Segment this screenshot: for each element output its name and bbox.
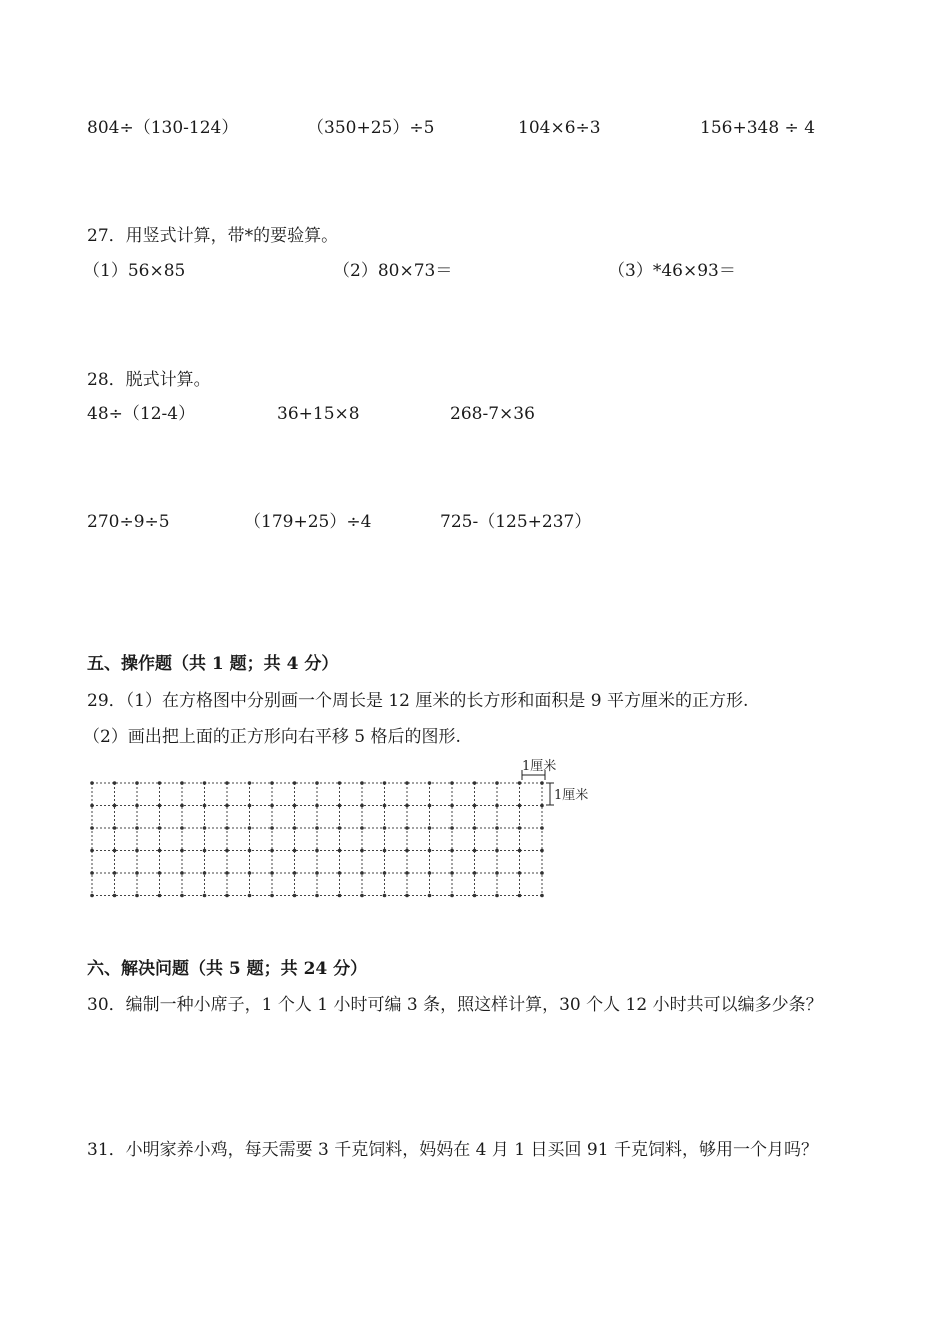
grid-dot [248, 849, 252, 853]
grid-dot [135, 894, 139, 898]
section-heading: 六、解决问题（共 5 题；共 24 分） [87, 959, 368, 979]
grid-dot [158, 781, 162, 785]
grid-dot [383, 804, 387, 808]
grid-dot [495, 781, 499, 785]
grid-dot [293, 781, 297, 785]
q28-expression: 36+15×8 [277, 404, 360, 424]
dotted-grid-figure [88, 756, 608, 902]
grid-dot [518, 894, 522, 898]
grid-dot [338, 781, 342, 785]
grid-dot [180, 804, 184, 808]
grid-dot [203, 804, 207, 808]
grid-dot [225, 804, 229, 808]
grid-dot [428, 849, 432, 853]
grid-dot [293, 849, 297, 853]
grid-dot [270, 804, 274, 808]
q28-expression: （179+25）÷4 [244, 512, 372, 532]
grid-dot [428, 894, 432, 898]
grid-dot [315, 826, 319, 830]
grid-dot [158, 894, 162, 898]
grid-dot [180, 849, 184, 853]
q28-expression: 48÷（12-4） [87, 404, 196, 424]
unit-height-indicator [546, 783, 588, 805]
grid-dot [495, 804, 499, 808]
grid-dot [315, 871, 319, 875]
grid-dot [428, 871, 432, 875]
grid-dot [225, 894, 229, 898]
grid-dot [293, 804, 297, 808]
grid-dot [428, 804, 432, 808]
q27-item: （2）80×73＝ [333, 261, 453, 281]
grid-dot [405, 781, 409, 785]
unit-width-indicator [522, 758, 556, 780]
grid-dot [360, 804, 364, 808]
grid-dot [383, 781, 387, 785]
grid-dot [270, 871, 274, 875]
grid-dot [450, 849, 454, 853]
expression: （350+25）÷5 [307, 118, 435, 138]
grid-dot [180, 894, 184, 898]
unit-width-label: 1厘米 [522, 759, 557, 774]
grid-dot [293, 871, 297, 875]
grid-dot [135, 871, 139, 875]
grid-dot [518, 781, 522, 785]
grid-dot [360, 871, 364, 875]
grid-dot [338, 871, 342, 875]
grid-dot [338, 849, 342, 853]
grid-dot [473, 894, 477, 898]
question-30: 30．编制一种小席子，1 个人 1 小时可编 3 条，照这样计算，30 个人 12 小时共可以编多少条？ [87, 995, 823, 1015]
grid-dot [540, 849, 544, 853]
grid-dot [473, 871, 477, 875]
grid-dot [428, 826, 432, 830]
grid-dot [540, 804, 544, 808]
grid-dot [90, 804, 94, 808]
grid-dot [248, 871, 252, 875]
grid-dot [450, 871, 454, 875]
grid-dot [90, 781, 94, 785]
expression: 804÷（130-124） [87, 118, 239, 138]
grid-dot [473, 826, 477, 830]
grid-dot [158, 849, 162, 853]
grid-dot [518, 871, 522, 875]
grid-dot [518, 804, 522, 808]
grid-dot [180, 871, 184, 875]
grid-dot [158, 804, 162, 808]
grid-dot [450, 894, 454, 898]
expression: 156+348 ÷ 4 [700, 118, 816, 138]
grid-dot [405, 894, 409, 898]
grid-dot [495, 826, 499, 830]
grid-dot [540, 894, 544, 898]
question-28-title: 28．脱式计算。 [87, 370, 211, 390]
grid-dot [225, 781, 229, 785]
grid-dot [203, 871, 207, 875]
question-27-title: 27．用竖式计算，带*的要验算。 [87, 226, 339, 246]
grid-dot [225, 849, 229, 853]
grid-dot [270, 781, 274, 785]
grid-dot [473, 781, 477, 785]
grid-dot [90, 849, 94, 853]
grid-dot [248, 781, 252, 785]
grid-dot [113, 826, 117, 830]
section-heading: 五、操作题（共 1 题；共 4 分） [87, 654, 339, 674]
grid-dot [450, 781, 454, 785]
q28-expression: 270÷9÷5 [87, 512, 170, 532]
grid-dot [293, 826, 297, 830]
grid-dot [315, 781, 319, 785]
grid-dot [90, 894, 94, 898]
grid-dot [203, 849, 207, 853]
grid-dot [450, 826, 454, 830]
grid-dot [360, 894, 364, 898]
grid-dot [428, 781, 432, 785]
grid-dot [270, 894, 274, 898]
q27-item: （1）56×85 [83, 261, 186, 281]
grid-dot [135, 849, 139, 853]
grid-dot [518, 826, 522, 830]
grid-dot [270, 849, 274, 853]
grid-dot [225, 826, 229, 830]
grid-dot [113, 871, 117, 875]
grid-dot [473, 849, 477, 853]
grid-dot [518, 849, 522, 853]
grid-dot [540, 871, 544, 875]
q28-expression: 725-（125+237） [440, 512, 592, 532]
grid-dot [113, 804, 117, 808]
grid-dot [203, 826, 207, 830]
grid-dot [495, 849, 499, 853]
grid-dot [225, 871, 229, 875]
grid-dot [495, 871, 499, 875]
grid-dot [158, 826, 162, 830]
grid-dot [338, 804, 342, 808]
grid-dot [405, 804, 409, 808]
question-29-line1: 29．（1）在方格图中分别画一个周长是 12 厘米的长方形和面积是 9 平方厘米的正方形. [87, 691, 749, 711]
grid-dot [203, 781, 207, 785]
grid-dot [90, 871, 94, 875]
grid-dot [180, 781, 184, 785]
grid-dot [248, 894, 252, 898]
grid-dot [360, 826, 364, 830]
question-31: 31．小明家养小鸡，每天需要 3 千克饲料，妈妈在 4 月 1 日买回 91 千克饲料，够用一个月吗？ [87, 1140, 818, 1160]
grid-dot [405, 871, 409, 875]
grid-dot [540, 826, 544, 830]
grid-dot [473, 804, 477, 808]
grid-dot [315, 894, 319, 898]
grid-dot [270, 826, 274, 830]
q28-expression: 268-7×36 [450, 404, 535, 424]
grid-dot [338, 894, 342, 898]
grid-dot [383, 849, 387, 853]
grid-dot [113, 781, 117, 785]
grid-dot [495, 894, 499, 898]
grid-dot [113, 894, 117, 898]
grid-dot [405, 849, 409, 853]
grid-dot [383, 871, 387, 875]
grid-dot [405, 826, 409, 830]
grid-dot [540, 781, 544, 785]
grid-dot [203, 894, 207, 898]
grid-dot [315, 804, 319, 808]
grid-dot [360, 849, 364, 853]
grid-dot [90, 826, 94, 830]
grid-dot [135, 826, 139, 830]
grid-dot [135, 804, 139, 808]
grid-dot [135, 781, 139, 785]
grid-dot [293, 894, 297, 898]
grid-dot [338, 826, 342, 830]
grid-dot [315, 849, 319, 853]
unit-height-label: 1厘米 [554, 788, 589, 803]
grid-dot [383, 894, 387, 898]
grid-dot [450, 804, 454, 808]
expression: 104×6÷3 [518, 118, 601, 138]
grid-dot [383, 826, 387, 830]
grid-dot [248, 804, 252, 808]
question-29-line2: （2）画出把上面的正方形向右平移 5 格后的图形. [83, 727, 461, 747]
grid-dot [113, 849, 117, 853]
grid-dot [360, 781, 364, 785]
grid-dot [158, 871, 162, 875]
q27-item: （3）*46×93＝ [608, 261, 736, 281]
grid-dot [248, 826, 252, 830]
grid-dot [180, 826, 184, 830]
